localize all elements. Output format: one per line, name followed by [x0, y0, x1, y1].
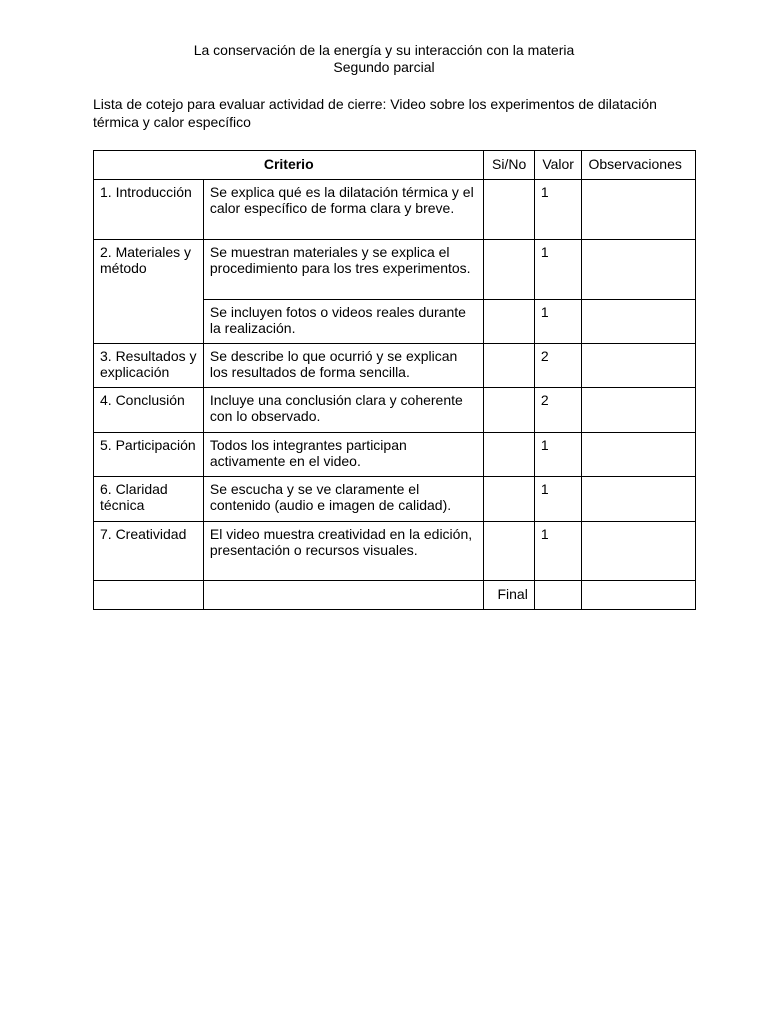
- row-descripcion: Incluye una conclusión clara y coherente con lo observado.: [203, 388, 484, 433]
- row-valor: 1: [534, 180, 582, 240]
- row-valor: 1: [534, 477, 582, 522]
- row-criterio: 7. Creatividad: [94, 522, 204, 581]
- row-criterio: 1. Introducción: [94, 180, 204, 240]
- row-observaciones-cell[interactable]: [582, 522, 696, 581]
- row-sino-cell[interactable]: [484, 433, 534, 477]
- row-criterio: 6. Claridad técnica: [94, 477, 204, 522]
- row-criterio: 4. Conclusión: [94, 388, 204, 433]
- row-observaciones-cell[interactable]: [582, 240, 696, 300]
- header-criterio: Criterio: [94, 151, 484, 180]
- table-row: [94, 433, 696, 477]
- row-sino-cell[interactable]: [484, 477, 534, 522]
- row-observaciones-cell[interactable]: [582, 388, 696, 433]
- table-header-row: [94, 151, 696, 180]
- document-header: [0, 42, 768, 76]
- final-row: [94, 581, 696, 610]
- row-observaciones-cell[interactable]: [582, 344, 696, 388]
- row-sino-cell[interactable]: [484, 388, 534, 433]
- final-label: Final: [484, 581, 534, 610]
- header-valor: Valor: [534, 151, 582, 180]
- row-sino-cell[interactable]: [484, 180, 534, 240]
- final-empty-cell: [94, 581, 204, 610]
- final-valor-cell[interactable]: [534, 581, 582, 610]
- row-observaciones-cell[interactable]: [582, 477, 696, 522]
- table-row: [94, 477, 696, 522]
- row-valor: 1: [534, 522, 582, 581]
- row-valor: 2: [534, 388, 582, 433]
- row-observaciones-cell[interactable]: [582, 433, 696, 477]
- row-valor: 1: [534, 240, 582, 300]
- row-observaciones-cell[interactable]: [582, 180, 696, 240]
- intro-text: Lista de cotejo para evaluar actividad de cierre: Video sobre los experimentos de dilatación térmica y calor específico: [93, 96, 657, 130]
- row-valor: 1: [534, 300, 582, 344]
- row-descripcion: Se escucha y se ve claramente el contenido (audio e imagen de calidad).: [203, 477, 484, 522]
- row-sino-cell[interactable]: [484, 522, 534, 581]
- header-observaciones: Observaciones: [582, 151, 696, 180]
- row-criterio: 3. Resultados y explicación: [94, 344, 204, 388]
- row-valor: 2: [534, 344, 582, 388]
- document-subtitle: Segundo parcial: [333, 59, 435, 75]
- table-row: [94, 344, 696, 388]
- header-sino: Si/No: [484, 151, 534, 180]
- row-valor: 1: [534, 433, 582, 477]
- checklist-table: [93, 150, 696, 610]
- row-sino-cell[interactable]: [484, 240, 534, 300]
- final-observaciones-cell[interactable]: [582, 581, 696, 610]
- final-empty-cell: [203, 581, 484, 610]
- row-descripcion: Se muestran materiales y se explica el procedimiento para los tres experimentos.: [203, 240, 484, 300]
- row-descripcion: El video muestra creatividad en la edición, presentación o recursos visuales.: [203, 522, 484, 581]
- row-descripcion: Se explica qué es la dilatación térmica y el calor específico de forma clara y breve.: [203, 180, 484, 240]
- row-descripcion: Todos los integrantes participan activamente en el video.: [203, 433, 484, 477]
- row-criterio: 2. Materiales y método: [94, 240, 204, 344]
- row-observaciones-cell[interactable]: [582, 300, 696, 344]
- row-sino-cell[interactable]: [484, 300, 534, 344]
- table-row: [94, 180, 696, 240]
- row-descripcion: Se incluyen fotos o videos reales durante la realización.: [203, 300, 484, 344]
- table-row: [94, 388, 696, 433]
- row-criterio: 5. Participación: [94, 433, 204, 477]
- table-row: [94, 522, 696, 581]
- row-sino-cell[interactable]: [484, 344, 534, 388]
- document-title: La conservación de la energía y su interacción con la materia: [193, 42, 575, 58]
- row-descripcion: Se describe lo que ocurrió y se explican los resultados de forma sencilla.: [203, 344, 484, 388]
- table-row: [94, 240, 696, 300]
